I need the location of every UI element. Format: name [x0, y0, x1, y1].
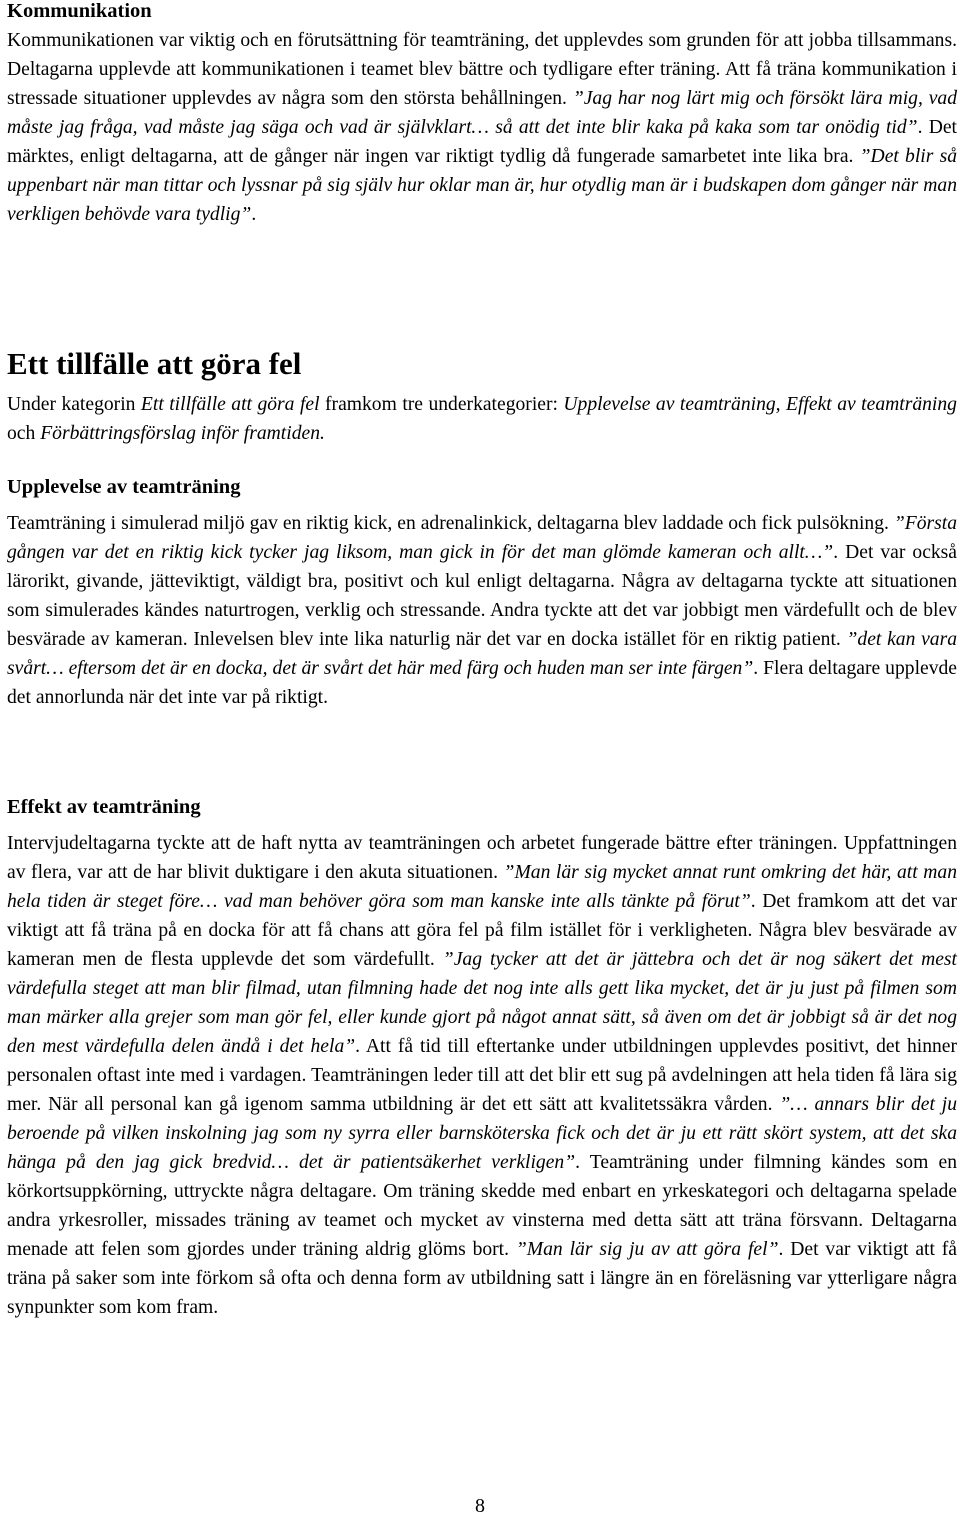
quote: ”… annars blir det ju beroende på vilken inskolning jag som ny syrra eller barnsköterska fick och det är ju ett rätt skört system, att det ska hänga på den jag gick bredvid… det är patientsäkerhet verkligen”: [7, 1094, 957, 1173]
section-upplevelse: [7, 473, 957, 712]
section-ett-tillfalle: [7, 345, 957, 448]
section-effekt: [7, 793, 957, 1322]
section-kommunikation: [7, 0, 957, 229]
section-heading: Effekt av teamträning: [7, 796, 201, 818]
paragraph: Intervjudeltagarna tyckte att de haft nytta av teamträningen och arbetet fungerade bättre efter träningen. Uppfattningen av flera, var att de har blivit duktigare i den akuta situationen. ”Man lär sig mycket annat runt omkring det här, att man hela tiden är steget före… vad man behöver göra som man kanske inte alls tänkte på förut”. Det framkom att det var viktigt att få träna på en docka för att få chans att göra fel på film istället för i verkligheten. Några blev besvärade av kameran men de flesta upplevde det som värdefullt. ”Jag tycker att det är jättebra och det är nog säkert det mest värdefulla steget att man blir filmad, utan filmning hade det nog inte alls gett lika mycket, det är ju just på filmen som man märker alla grejer som man gör fel, eller kunde gjort på något annat sätt, så även om det är jobbigt så är det nog den mest värdefulla delen ändå i det hela”. Att få tid till eftertanke under utbildningen upplevdes positivt, det hinner personalen oftast inte med i vardagen. Teamträningen leder till att det blir ett sug på avdelningen att hela tiden få lära sig mer. När all personal kan gå igenom samma utbildning är det ett sätt att kvalitetssäkra vården. ”… annars blir det ju beroende på vilken inskolning jag som ny syrra eller barnsköterska fick och det är ju ett rätt skört system, att det ska hänga på den jag gick bredvid… det är patientsäkerhet verkligen”. Teamträning under filmning kändes som en körkortsuppkörning, uttryckte några deltagare. Om träning skedde med enbart en yrkeskategori och deltagarna spelade andra yrkesroller, missades träning av teamet och mycket av vinsterna med detta sätt att träna försvann. Deltagarna menade att felen som gjordes under träning aldrig glöms bort. ”Man lär sig ju av att göra fel”. Det var viktigt att få träna på saker som inte förkom så ofta och denna form av utbildning satt i längre än en föreläsning var ytterligare några synpunkter som kom fram.: [7, 833, 958, 1318]
paragraph: Teamträning i simulerad miljö gav en riktig kick, en adrenalinkick, deltagarna blev laddade och fick pulsökning. ”Första gången var det en riktig kick tycker jag liksom, man gick in för det man glömde kameran och allt…”. Det var också lärorikt, givande, jätteviktigt, väldigt bra, positivt och kul enligt deltagarna. Några av deltagarna tyckte att situationen som simulerades kändes naturtrogen, verklig och stressande. Andra tyckte att det var jobbigt men värdefullt och de blev besvärade av kameran. Inlevelsen blev inte lika naturlig när det var en docka istället för en riktig patient. ”det kan vara svårt… eftersom det är en docka, det är svårt det här med färg och huden man ser inte färgen”. Flera deltagare upplevde det annorlunda när det inte var på riktigt.: [7, 513, 958, 708]
chapter-heading: Ett tillfälle att göra fel: [7, 346, 302, 381]
quote: ”Man lär sig ju av att göra fel”: [515, 1239, 779, 1260]
paragraph: Under kategorin Ett tillfälle att göra fel framkom tre underkategorier: Upplevelse av teamträning, Effekt av teamträning och Förbättringsförslag inför framtiden.: [7, 394, 957, 444]
quote: ”Man lär sig mycket annat runt omkring det här, att man hela tiden är steget före… vad man behöver göra som man kanske inte alls tänkte på förut”: [7, 862, 957, 912]
quote: ”Jag har nog lärt mig och försökt lära mig, vad måste jag fråga, vad måste jag säga och vad är självklart… så att det inte blir kaka på kaka som tar onödig tid”: [7, 88, 957, 138]
page-number: 8: [475, 1495, 485, 1517]
section-heading: Kommunikation: [7, 0, 152, 22]
quote: ”Första gången var det en riktig kick tycker jag liksom, man gick in för det man glömde kameran och allt…”: [7, 513, 957, 563]
quote: ”Jag tycker att det är jättebra och det är nog säkert det mest värdefulla steget att man blir filmad, utan filmning hade det nog inte alls gett lika mycket, det är ju just på filmen som man märker alla grejer som man gör fel, eller kunde gjort på något annat sätt, så även om det är jobbigt så är det nog den mest värdefulla delen ändå i det hela”: [7, 949, 957, 1057]
paragraph: Kommunikationen var viktig och en förutsättning för teamträning, det upplevdes som grunden för att jobba tillsammans. Deltagarna upplevde att kommunikationen i teamet blev bättre och tydligare efter träning. Att få träna kommunikation i stressade situationer upplevdes av några som den största behållningen. ”Jag har nog lärt mig och försökt lära mig, vad måste jag fråga, vad måste jag säga och vad är självklart… så att det inte blir kaka på kaka som tar onödig tid”. Det märktes, enligt deltagarna, att de gånger när ingen var riktigt tydlig då fungerade samarbetet inte lika bra. ”Det blir så uppenbart när man tittar och lyssnar på sig själv hur oklar man är, hur otydlig man är i budskapen dom gånger när man verkligen behövde vara tydlig”.: [7, 30, 957, 225]
quote: ”det kan vara svårt… eftersom det är en docka, det är svårt det här med färg och huden man ser inte färgen”: [7, 629, 958, 679]
quote: ”Det blir så uppenbart när man tittar och lyssnar på sig själv hur oklar man är, hur otydlig man är i budskapen dom gånger när man verkligen behövde vara tydlig”: [7, 146, 957, 225]
section-heading: Upplevelse av teamträning: [7, 476, 241, 498]
